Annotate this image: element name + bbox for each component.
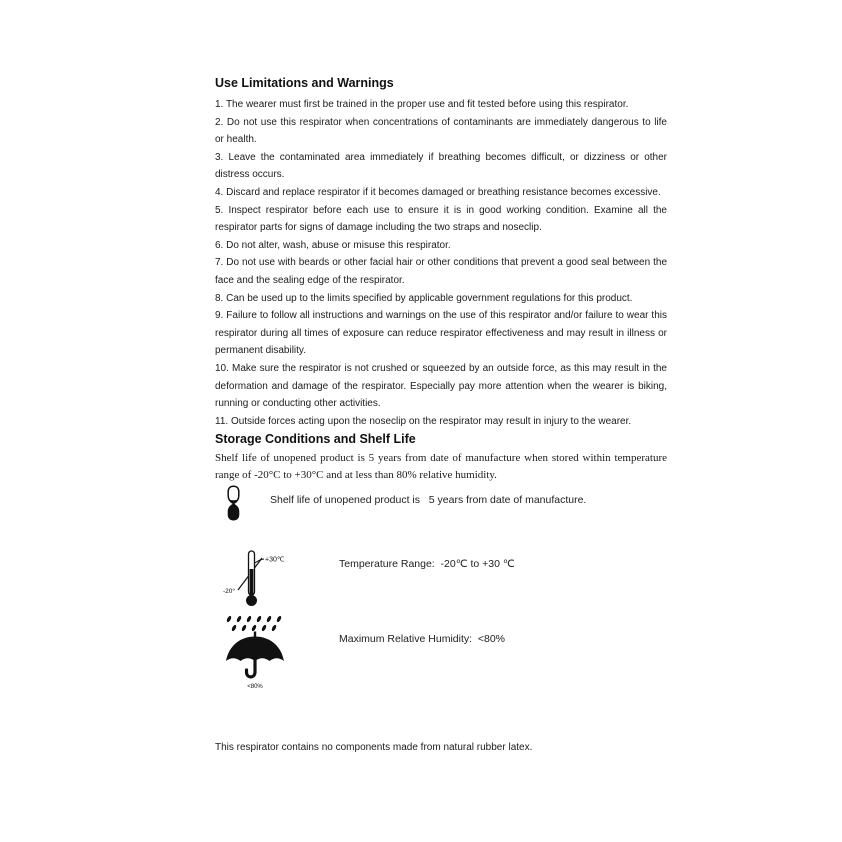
warning-item-9: 9. Failure to follow all instructions and warnings on the use of this respirator and/or failure to wear this respirator during all times of exposure can reduce respirator effectiveness and may result in illness or permanent disability. <box>215 310 667 357</box>
warning-item-8: 8. Can be used up to the limits specified by applicable government regulations for this product. <box>215 292 633 304</box>
raindrops <box>226 615 282 632</box>
humidity-label: Maximum Relative Humidity: <80% <box>339 633 506 646</box>
umbrella-caption: <80% <box>247 684 263 691</box>
warning-item-1: 1. The wearer must first be trained in the proper use and fit tested before using this respirator. <box>215 99 629 110</box>
warning-item-4: 4. Discard and replace respirator if it becomes damaged or breathing resistance becomes excessive. <box>215 186 661 198</box>
thermometer-min-label: -20° <box>223 588 235 596</box>
document-page <box>215 0 667 753</box>
shelf-life-intro: Shelf life of unopened product is 5 years from date of manufacture when stored within temperature range of -20°C to +30°C and at less than 80% relative humidity. <box>215 452 667 482</box>
thermometer-icon <box>222 549 286 611</box>
hourglass-icon <box>226 485 241 521</box>
umbrella-rain-icon <box>222 614 288 694</box>
latex-note: This respirator contains no components made from natural rubber latex. <box>215 742 533 754</box>
shelf-life-label: Shelf life of unopened product is 5 years from date of manufacture. <box>270 494 587 507</box>
thermometer-max-label: +30℃ <box>265 556 285 564</box>
warning-item-6: 6. Do not alter, wash, abuse or misuse this respirator. <box>215 239 451 251</box>
warning-item-2: 2. Do not use this respirator when concentrations of contaminants are immediately dangerous to life or health. <box>215 116 667 146</box>
warning-item-3: 3. Leave the contaminated area immediately if breathing becomes difficult, or dizziness or other distress occurs. <box>215 151 667 181</box>
warning-item-5: 5. Inspect respirator before each use to ensure it is in good working condition. Examine all the respirator parts for signs of damage including the two straps and noseclip. <box>215 204 667 234</box>
storage-conditions-heading: Storage Conditions and Shelf Life <box>215 432 416 447</box>
use-limitations-heading: Use Limitations and Warnings <box>215 76 394 90</box>
temperature-range-label: Temperature Range: -20℃ to +30 ℃ <box>339 558 515 571</box>
warning-item-11: 11. Outside forces acting upon the noseclip on the respirator may result in injury to the wearer. <box>215 415 632 427</box>
warning-item-7: 7. Do not use with beards or other facial hair or other conditions that prevent a good seal between the face and the sealing edge of the respirator. <box>215 257 667 286</box>
storage-pictograms <box>215 484 667 742</box>
warning-item-10: 10. Make sure the respirator is not crushed or squeezed by an outside force, as this may result in the deformation and damage of the respirator. Especially pay more attention when the wearer is biking, running or conducting other activities. <box>215 362 667 410</box>
